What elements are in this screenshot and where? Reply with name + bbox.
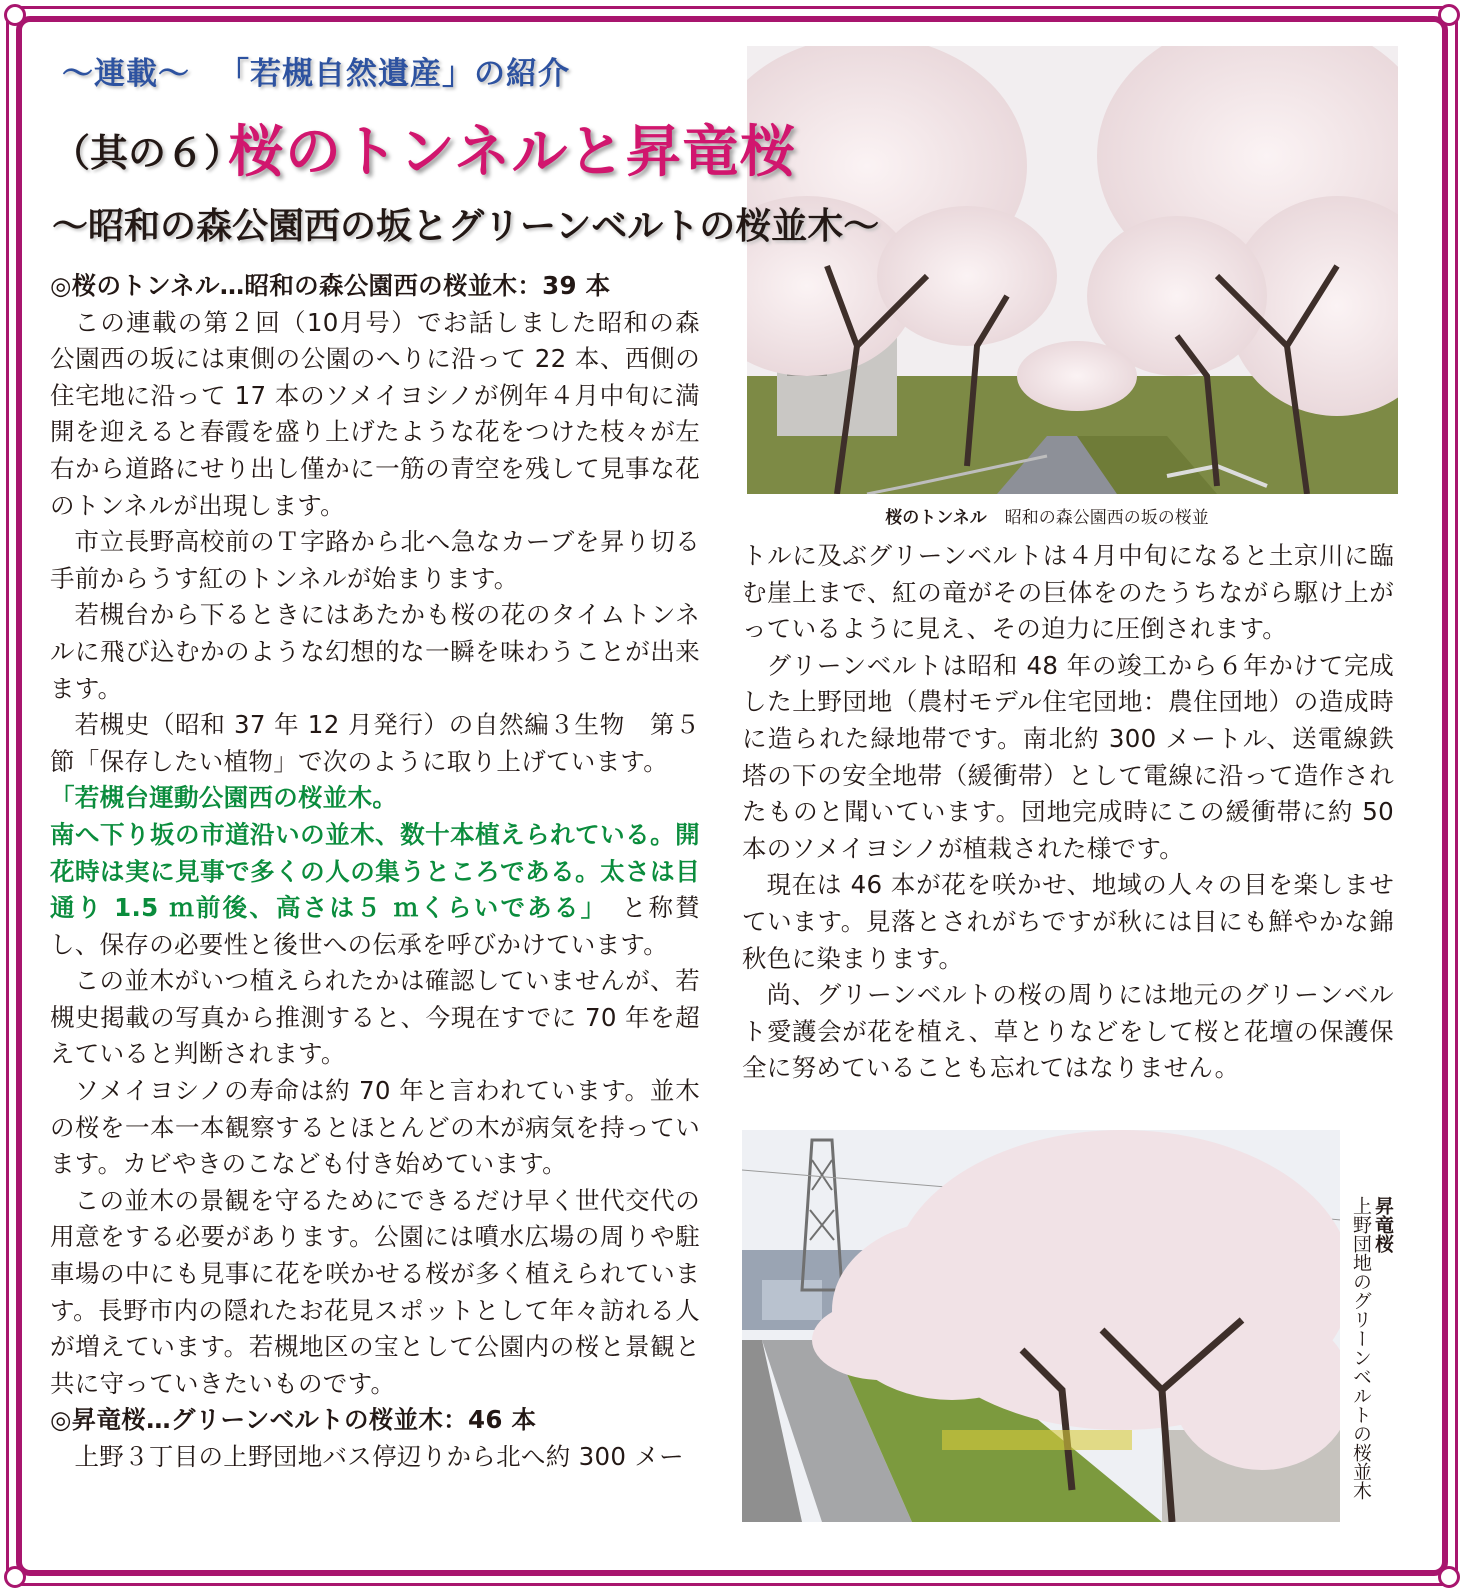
- corner-ornament: [1438, 4, 1460, 26]
- part-number: （其の６）: [52, 130, 243, 175]
- paragraph: 現在は 46 本が花を咲かせ、地域の人々の目を楽しませています。見落とされがちですが秋には目にも鮮やかな錦秋色に染まります。: [742, 870, 1394, 973]
- photo2-caption-title: 昇竜桜: [1372, 1196, 1394, 1253]
- paragraph: 若槻台から下るときにはあたかも桜の花のタイムトンネルに飛び込むかのような幻想的な一瞬を味わうことが出来ます。: [50, 600, 700, 703]
- photo2-caption: [1350, 1196, 1394, 1536]
- corner-ornament: [4, 4, 26, 26]
- series-title: 「若槻自然遺産」の紹介: [218, 56, 570, 92]
- corner-ornament: [1438, 1566, 1460, 1588]
- article-title: 桜のトンネルと昇竜桜: [228, 120, 797, 185]
- section1-heading: ◎桜のトンネル…昭和の森公園西の桜並木：39 本: [50, 271, 611, 300]
- series-heading: [62, 48, 570, 93]
- photo1-caption-title: 桜のトンネル: [885, 508, 987, 528]
- right-column: [742, 538, 1394, 1087]
- paragraph: この並木がいつ植えられたかは確認していませんが、若槻史掲載の写真から推測すると、今現在すでに 70 年を超えていると判断されます。: [50, 966, 700, 1069]
- photo-cherry-tunnel: [747, 46, 1398, 494]
- article-subtitle: ～昭和の森公園西の坂とグリーンベルトの桜並木～: [52, 205, 880, 247]
- paragraph: 上野３丁目の上野団地バス停辺りから北へ約 300 メー: [74, 1442, 684, 1471]
- paragraph: 市立長野高校前のＴ字路から北へ急なカーブを昇り切る手前からうす紅のトンネルが始まります。: [50, 527, 700, 593]
- quote-tail: と称賛し、保存の必要性と後世への伝承を呼びかけています。: [50, 893, 700, 959]
- paragraph: この連載の第２回（10月号）でお話しました昭和の森公園西の坂には東側の公園のへりに沿って 22 本、西側の住宅地に沿って 17 本のソメイヨシノが例年４月中旬に満開を迎えると春霞を盛り上げたような花をつけた枝々が左右から道路にせり出し僅かに一筋の青空を残して見事な花のトンネルが出現します。: [50, 307, 700, 520]
- photo1-caption: [747, 503, 1347, 528]
- photo2-caption-text: 上野団地のグリーンベルトの桜並木: [1350, 1196, 1372, 1500]
- paragraph: グリーンベルトは昭和 48 年の竣工から６年かけて完成した上野団地（農村モデル住宅団地：農住団地）の造成時に造られた緑地帯です。南北約 300 メートル、送電線鉄塔の下の安全地帯（緩衝帯）として電線に沿って造作されたものと聞いています。団地完成時にこの緩衝帯に約 50 本のソメイヨシノが植栽された様です。: [742, 650, 1394, 863]
- photo-greenbelt: [742, 1130, 1340, 1522]
- paragraph: 尚、グリーンベルトの桜の周りには地元のグリーンベルト愛護会が花を植え、草とりなどをして桜と花壇の保護保全に努めていることも忘れてはなりません。: [742, 980, 1394, 1083]
- paragraph: 若槻史（昭和 37 年 12 月発行）の自然編３生物 第５節「保存したい植物」で次のように取り上げています。: [50, 710, 700, 776]
- quote-line: 「若槻台運動公園西の桜並木。: [50, 783, 398, 813]
- quote-text: 南へ下り坂の市道沿いの並木、数十本植えられている。開花時は実に見事で多くの人の集うところである。太さは目通り 1.5 ｍ前後、高さは５ ｍくらいである」: [50, 819, 700, 923]
- quote-paragraph: [50, 817, 700, 963]
- paragraph-continued: トルに及ぶグリーンベルトは４月中旬になると土京川に臨む崖上まで、紅の竜がその巨体をのたうちながら駆け上がっているように見え、その迫力に圧倒されます。: [742, 541, 1394, 644]
- photo1-caption-text: 昭和の森公園西の坂の桜並: [1004, 508, 1209, 528]
- left-column: [50, 268, 700, 1476]
- series-label: ～連載～: [62, 56, 190, 92]
- section2-heading: ◎昇竜桜…グリーンベルトの桜並木：46 本: [50, 1405, 537, 1435]
- paragraph: ソメイヨシノの寿命は約 70 年と言われています。並木の桜を一本一本観察するとほとんどの木が病気を持っています。カビやきのこなども付き始めています。: [50, 1076, 700, 1179]
- corner-ornament: [4, 1566, 26, 1588]
- paragraph: この並木の景観を守るためにできるだけ早く世代交代の用意をする必要があります。公園には噴水広場の周りや駐車場の中にも見事に花を咲かせる桜が多く植えられています。長野市内の隠れたお花見スポットとして年々訪れる人が増えています。若槻地区の宝として公園内の桜と景観と共に守っていきたいものです。: [50, 1185, 700, 1398]
